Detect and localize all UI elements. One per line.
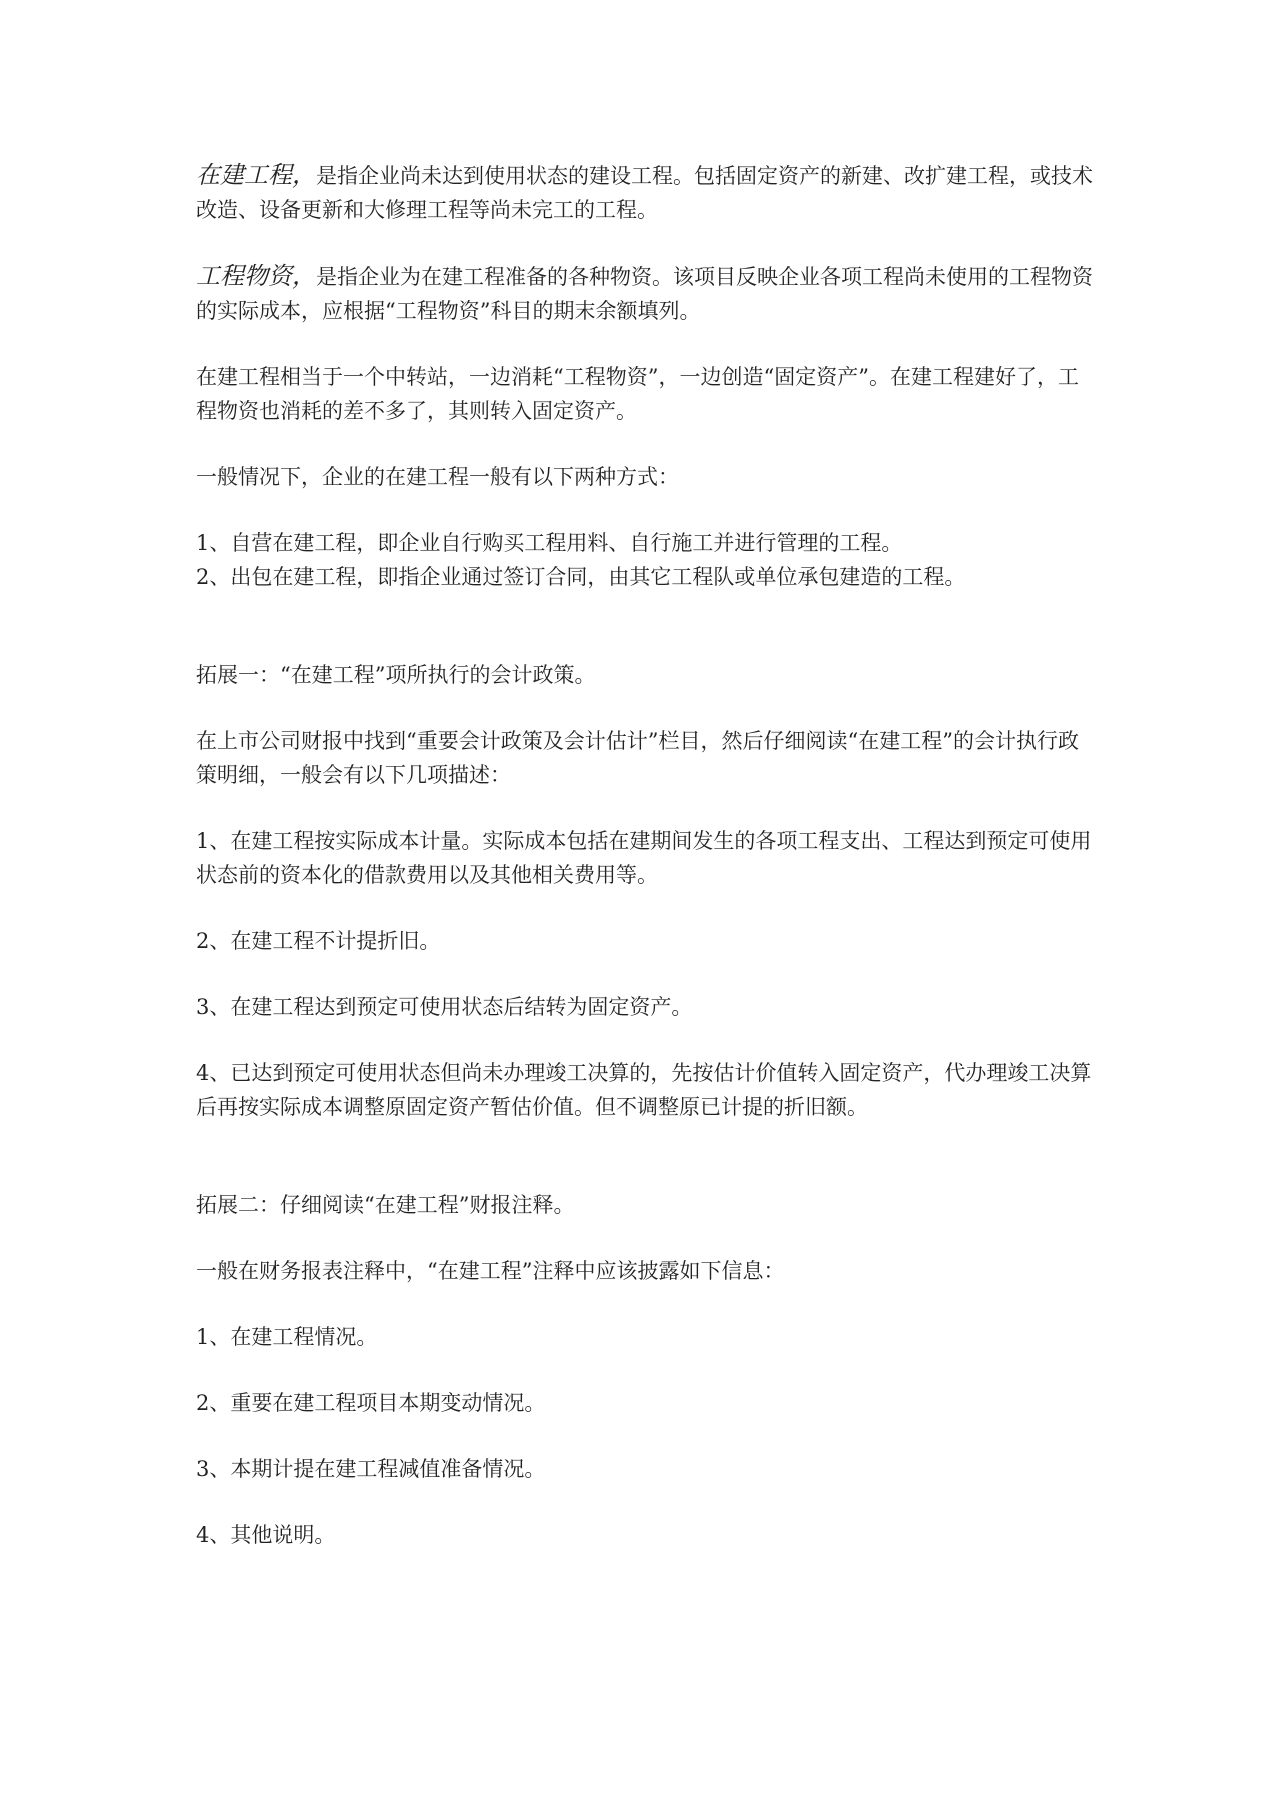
document-page: [196, 158, 1096, 1552]
extension-1-item-1: 1、在建工程按实际成本计量。实际成本包括在建期间发生的各项工程支出、工程达到预定可使用状态前的资本化的借款费用以及其他相关费用等。: [196, 829, 1092, 887]
extension-1-intro: 在上市公司财报中找到“重要会计政策及会计估计”栏目，然后仔细阅读“在建工程”的会计执行政策明细，一般会有以下几项描述：: [196, 729, 1079, 787]
section-heading-extension-1: 拓展一：“在建工程”项所执行的会计政策。: [196, 663, 596, 687]
extension-1-item-4: 4、已达到预定可使用状态但尚未办理竣工决算的，先按估计价值转入固定资产，代办理竣工决算后再按实际成本调整原固定资产暂估价值。但不调整原已计提的折旧额。: [196, 1061, 1092, 1119]
term-construction-in-progress: 在建工程，: [196, 161, 316, 189]
extension-2-item-4: 4、其他说明。: [196, 1523, 336, 1547]
definition-construction-in-progress: 是指企业尚未达到使用状态的建设工程。包括固定资产的新建、改扩建工程，或技术改造、设备更新和大修理工程等尚未完工的工程。: [196, 164, 1093, 222]
term-engineering-materials: 工程物资，: [196, 262, 316, 290]
paragraph-construction-in-progress: [196, 158, 1096, 227]
extension-2-item-3: 3、本期计提在建工程减值准备情况。: [196, 1457, 546, 1481]
extension-2-intro: 一般在财务报表注释中，“在建工程”注释中应该披露如下信息：: [196, 1259, 785, 1283]
extension-1-item-2: 2、在建工程不计提折旧。: [196, 929, 441, 953]
extension-2-item-1: 1、在建工程情况。: [196, 1325, 378, 1349]
paragraph-engineering-materials: [196, 259, 1096, 328]
list-item-contracted: 2、出包在建工程，即指企业通过签订合同，由其它工程队或单位承包建造的工程。: [196, 565, 966, 589]
extension-2-item-2: 2、重要在建工程项目本期变动情况。: [196, 1391, 546, 1415]
paragraph-two-methods: 一般情况下，企业的在建工程一般有以下两种方式：: [196, 465, 679, 489]
paragraph-transfer-station: 在建工程相当于一个中转站，一边消耗“工程物资”，一边创造“固定资产”。在建工程建好了，工程物资也消耗的差不多了，其则转入固定资产。: [196, 365, 1079, 423]
list-item-self-operated: 1、自营在建工程，即企业自行购买工程用料、自行施工并进行管理的工程。: [196, 531, 903, 555]
definition-engineering-materials: 是指企业为在建工程准备的各种物资。该项目反映企业各项工程尚未使用的工程物资的实际成本，应根据“工程物资”科目的期末余额填列。: [196, 265, 1093, 323]
extension-1-item-3: 3、在建工程达到预定可使用状态后结转为固定资产。: [196, 995, 693, 1019]
section-heading-extension-2: 拓展二：仔细阅读“在建工程”财报注释。: [196, 1193, 575, 1217]
